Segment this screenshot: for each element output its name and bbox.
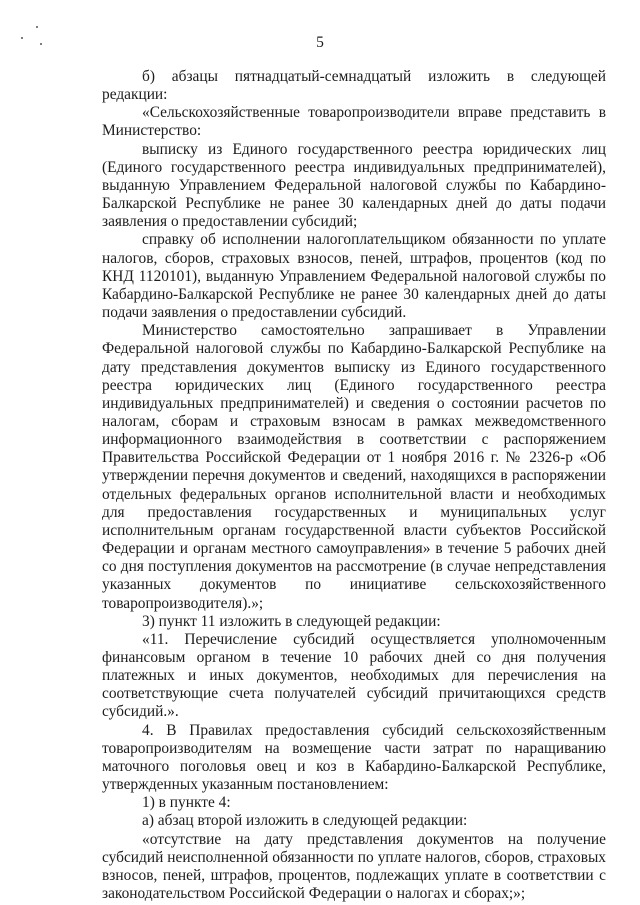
paragraph: 3) пункт 11 изложить в следующей редакции:	[142, 612, 441, 630]
paragraph: б) абзацы пятнадцатый-семнадцатый изложить в следующей редакции:	[102, 68, 606, 104]
paragraph: 4. В Правилах предоставления субсидий сельскохозяйственным товаропроизводителям на возмещение части затрат по наращиванию маточного поголовья овец и коз в Кабардино-Балкарской Республике, утвержденных указанным постановлением:	[102, 721, 606, 794]
document-body	[102, 68, 606, 903]
scan-speck	[36, 26, 38, 28]
paragraph: а) абзац второй изложить в следующей редакции:	[142, 812, 468, 830]
paragraph: 1) в пункте 4:	[142, 794, 231, 812]
paragraph: «отсутствие на дату представления документов на получение субсидий неисполненной обязанности по уплате налогов, сборов, страховых взносов, пеней, штрафов, процентов, подлежащих уплате в соответствии с законодательством Российской Федерации о налогах и сборах;»;	[102, 830, 606, 903]
paragraph: «11. Перечисление субсидий осуществляется уполномоченным финансовым органом в течение 10 рабочих дней со дня получения платежных и иных документов, необходимых для перечисления на соответствующие счета получателей субсидий причитающихся средств субсидий.».	[102, 630, 606, 721]
paragraph: выписку из Единого государственного реестра юридических лиц (Единого государственного реестра индивидуальных предпринимателей), выданную Управлением Федеральной налоговой службы по Кабардино-Балкарской Республике не ранее 30 календарных дней до даты подачи заявления о предоставлении субсидий;	[102, 140, 606, 231]
paragraph: «Сельскохозяйственные товаропроизводители вправе представить в Министерство:	[102, 104, 606, 140]
paragraph: Министерство самостоятельно запрашивает в Управлении Федеральной налоговой службы по Кабардино-Балкарской Республике на дату представления документов выписку из Единого государственного реестра юридических лиц (Единого государственного реестра индивидуальных предпринимателей) и сведения о состоянии расчетов по налогам, сборам и страховым взносам в рамках межведомственного информационного взаимодействия в соответствии с распоряжением Правительства Российской Федерации от 1 ноября 2016 г. № 2326-р «Об утверждении перечня документов и сведений, находящихся в распоряжении отдельных федеральных органов исполнительной власти и необходимых для предоставления государственных и муниципальных услуг исполнительным органам государственной власти субъектов Российской Федерации и органам местного самоуправления» в течение 5 рабочих дней со дня поступления документов на рассмотрение (в случае непредставления указанных документов по инициативе сельскохозяйственного товаропроизводителя).»;	[102, 322, 606, 612]
paragraph: справку об исполнении налогоплательщиком обязанности по уплате налогов, сборов, страховых взносов, пеней, штрафов, процентов (код по КНД 1120101), выданную Управлением Федеральной налоговой службы по Кабардино-Балкарской Республике не ранее 30 календарных дней до даты подачи заявления о предоставлении субсидий.	[102, 231, 606, 322]
page-number: 5	[316, 34, 324, 51]
